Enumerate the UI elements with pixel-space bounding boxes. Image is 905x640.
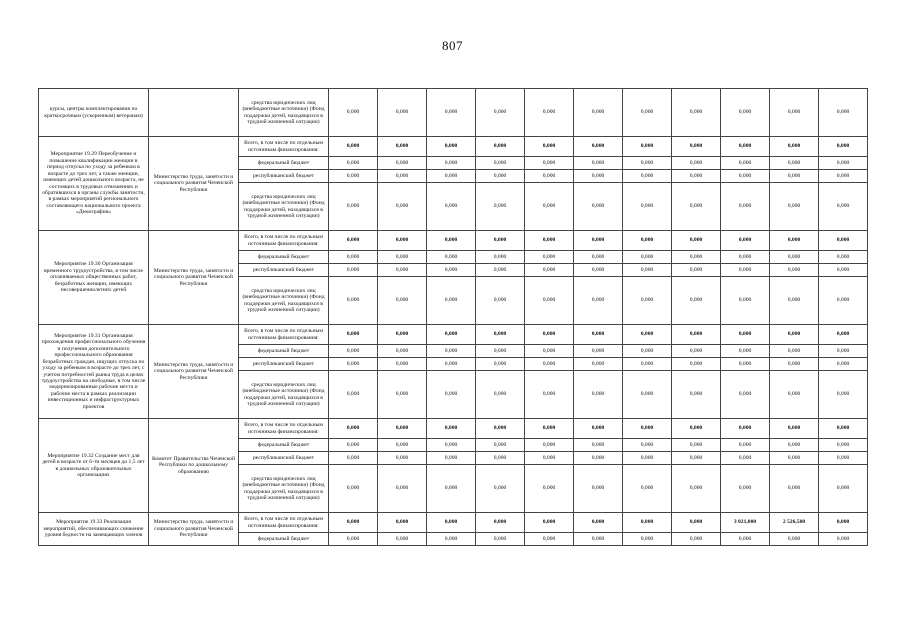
value-cell: 0,000 bbox=[721, 358, 770, 371]
value-cell: 0,000 bbox=[329, 533, 378, 546]
value-cell: 0,000 bbox=[574, 358, 623, 371]
value-cell: 0,000 bbox=[770, 183, 819, 231]
value-cell: 0,000 bbox=[721, 251, 770, 264]
value-cell: 0,000 bbox=[574, 264, 623, 277]
value-cell: 0,000 bbox=[427, 371, 476, 419]
value-cell: 0,000 bbox=[525, 277, 574, 325]
value-cell: 0,000 bbox=[476, 533, 525, 546]
value-cell: 0,000 bbox=[672, 419, 721, 439]
source-cell: федеральный бюджет bbox=[239, 157, 329, 170]
table-row bbox=[39, 419, 868, 439]
table-row bbox=[39, 325, 868, 345]
value-cell: 0,000 bbox=[476, 231, 525, 251]
value-cell: 0,000 bbox=[427, 452, 476, 465]
value-cell: 0,000 bbox=[574, 419, 623, 439]
source-cell: республиканский бюджет bbox=[239, 264, 329, 277]
value-cell: 0,000 bbox=[819, 513, 868, 533]
value-cell: 0,000 bbox=[819, 277, 868, 325]
org-cell: Комитет Правительства Чеченской Республики по дошкольному образованию bbox=[149, 419, 239, 513]
value-cell: 0,000 bbox=[427, 157, 476, 170]
value-cell: 0,000 bbox=[378, 277, 427, 325]
value-cell: 0,000 bbox=[819, 452, 868, 465]
value-cell: 0,000 bbox=[721, 157, 770, 170]
value-cell: 0,000 bbox=[770, 439, 819, 452]
value-cell: 0,000 bbox=[378, 89, 427, 137]
value-cell: 0,000 bbox=[721, 170, 770, 183]
value-cell: 0,000 bbox=[525, 183, 574, 231]
value-cell: 0,000 bbox=[672, 231, 721, 251]
value-cell: 0,000 bbox=[427, 439, 476, 452]
value-cell: 0,000 bbox=[623, 419, 672, 439]
value-cell: 0,000 bbox=[672, 170, 721, 183]
value-cell: 0,000 bbox=[574, 277, 623, 325]
value-cell: 0,000 bbox=[623, 513, 672, 533]
value-cell: 0,000 bbox=[770, 345, 819, 358]
value-cell: 0,000 bbox=[525, 452, 574, 465]
value-cell: 0,000 bbox=[427, 419, 476, 439]
value-cell: 0,000 bbox=[672, 533, 721, 546]
org-cell: Министерство труда, занятости и социального развития Чеченской Республики bbox=[149, 513, 239, 546]
value-cell: 0,000 bbox=[623, 345, 672, 358]
table-row bbox=[39, 137, 868, 157]
value-cell: 0,000 bbox=[623, 277, 672, 325]
value-cell: 0,000 bbox=[623, 183, 672, 231]
value-cell: 0,000 bbox=[819, 325, 868, 345]
value-cell: 0,000 bbox=[672, 264, 721, 277]
value-cell: 0,000 bbox=[427, 465, 476, 513]
value-cell: 0,000 bbox=[623, 251, 672, 264]
value-cell: 0,000 bbox=[770, 231, 819, 251]
value-cell: 0,000 bbox=[378, 251, 427, 264]
value-cell: 0,000 bbox=[721, 465, 770, 513]
value-cell: 0,000 bbox=[574, 89, 623, 137]
value-cell: 0,000 bbox=[427, 358, 476, 371]
value-cell: 0,000 bbox=[329, 264, 378, 277]
table-row bbox=[39, 231, 868, 251]
source-cell: средства юридических лиц (внебюджетные источники) (Фонд поддержки детей, находящихся в трудной жизненной ситуации) bbox=[239, 465, 329, 513]
value-cell: 0,000 bbox=[770, 89, 819, 137]
table-row bbox=[39, 89, 868, 137]
value-cell: 0,000 bbox=[574, 513, 623, 533]
source-cell: федеральный бюджет bbox=[239, 251, 329, 264]
value-cell: 0,000 bbox=[525, 465, 574, 513]
value-cell: 0,000 bbox=[476, 371, 525, 419]
event-cell: Мероприятие 19.32 Создание мест для детей в возрасте от 6-ти месяцев до 1,5 лет в дошкольных образовательных организациях bbox=[39, 419, 149, 513]
value-cell: 0,000 bbox=[623, 533, 672, 546]
value-cell: 0,000 bbox=[623, 170, 672, 183]
value-cell: 0,000 bbox=[525, 137, 574, 157]
source-cell: Всего, в том числе по отдельным источникам финансирования: bbox=[239, 419, 329, 439]
org-cell: Министерство труда, занятости и социального развития Чеченской Республики bbox=[149, 137, 239, 231]
value-cell: 0,000 bbox=[721, 325, 770, 345]
value-cell: 0,000 bbox=[574, 325, 623, 345]
value-cell: 0,000 bbox=[329, 231, 378, 251]
value-cell: 0,000 bbox=[525, 157, 574, 170]
value-cell: 0,000 bbox=[770, 137, 819, 157]
event-cell: Мероприятие 19.30 Организация временного трудоустройства, в том числе оплачиваемых общественных работ, безработных женщин, имеющих несовершеннолетних детей bbox=[39, 231, 149, 325]
value-cell: 0,000 bbox=[476, 183, 525, 231]
value-cell: 0,000 bbox=[378, 157, 427, 170]
value-cell: 0,000 bbox=[525, 264, 574, 277]
org-cell bbox=[149, 89, 239, 137]
value-cell: 0,000 bbox=[525, 439, 574, 452]
value-cell: 0,000 bbox=[525, 371, 574, 419]
value-cell: 0,000 bbox=[476, 251, 525, 264]
value-cell: 0,000 bbox=[329, 439, 378, 452]
value-cell: 0,000 bbox=[525, 170, 574, 183]
value-cell: 0,000 bbox=[427, 325, 476, 345]
value-cell: 0,000 bbox=[574, 170, 623, 183]
event-cell: Мероприятие 19.31 Организация прохождения профессионального обучения и получения дополнительного профессионального образования безработных граждан, ищущих отпуска по уходу за ребенком в возрасте до трех лет, с учетом потребностей рынка труда в целях трудоустройства на свободные, в том числе модернизированные рабочие места и рабочие места в рамках реализации инвестиционных и инфраструктурных проектов bbox=[39, 325, 149, 419]
source-cell: федеральный бюджет bbox=[239, 439, 329, 452]
value-cell: 0,000 bbox=[427, 183, 476, 231]
value-cell: 0,000 bbox=[427, 513, 476, 533]
value-cell: 0,000 bbox=[329, 345, 378, 358]
value-cell: 0,000 bbox=[770, 325, 819, 345]
value-cell: 0,000 bbox=[427, 345, 476, 358]
value-cell: 0,000 bbox=[378, 513, 427, 533]
value-cell: 0,000 bbox=[476, 264, 525, 277]
value-cell: 0,000 bbox=[329, 358, 378, 371]
table-row bbox=[39, 513, 868, 533]
value-cell: 0,000 bbox=[476, 452, 525, 465]
value-cell: 0,000 bbox=[574, 251, 623, 264]
value-cell: 0,000 bbox=[329, 513, 378, 533]
value-cell: 0,000 bbox=[623, 157, 672, 170]
value-cell: 0,000 bbox=[476, 325, 525, 345]
value-cell: 0,000 bbox=[378, 358, 427, 371]
source-cell: федеральный бюджет bbox=[239, 345, 329, 358]
value-cell: 0,000 bbox=[525, 231, 574, 251]
value-cell: 2 526,500 bbox=[770, 513, 819, 533]
value-cell: 0,000 bbox=[672, 465, 721, 513]
value-cell: 0,000 bbox=[819, 419, 868, 439]
value-cell: 0,000 bbox=[721, 452, 770, 465]
financing-table bbox=[38, 88, 868, 546]
value-cell: 0,000 bbox=[427, 231, 476, 251]
value-cell: 0,000 bbox=[574, 137, 623, 157]
event-cell: курсы, центры комплектирования по краткосрочным (ускоренным) ветеранам) bbox=[39, 89, 149, 137]
value-cell: 0,000 bbox=[427, 170, 476, 183]
value-cell: 0,000 bbox=[721, 89, 770, 137]
source-cell: федеральный бюджет bbox=[239, 533, 329, 546]
event-cell: Мероприятие 19.29 Переобучение и повышение квалификации женщин в период отпуска по уходу за ребенком в возрасте до трех лет, а также женщин, имеющих детей дошкольного возраста, не состоящих в трудовых отношениях и обратившихся в органы службы занятости, в рамках мероприятий регионального составляющего национального проекта «Демография» bbox=[39, 137, 149, 231]
value-cell: 0,000 bbox=[770, 419, 819, 439]
value-cell: 0,000 bbox=[378, 231, 427, 251]
value-cell: 0,000 bbox=[770, 251, 819, 264]
value-cell: 0,000 bbox=[819, 358, 868, 371]
value-cell: 0,000 bbox=[329, 89, 378, 137]
page-number: 807 bbox=[442, 38, 463, 53]
value-cell: 0,000 bbox=[819, 89, 868, 137]
value-cell: 0,000 bbox=[623, 137, 672, 157]
value-cell: 0,000 bbox=[672, 371, 721, 419]
value-cell: 0,000 bbox=[476, 89, 525, 137]
value-cell: 0,000 bbox=[574, 183, 623, 231]
value-cell: 0,000 bbox=[819, 465, 868, 513]
value-cell: 0,000 bbox=[476, 277, 525, 325]
value-cell: 0,000 bbox=[721, 419, 770, 439]
value-cell: 0,000 bbox=[427, 533, 476, 546]
value-cell: 0,000 bbox=[329, 325, 378, 345]
value-cell: 0,000 bbox=[770, 157, 819, 170]
value-cell: 0,000 bbox=[476, 170, 525, 183]
value-cell: 0,000 bbox=[770, 170, 819, 183]
value-cell: 0,000 bbox=[574, 465, 623, 513]
value-cell: 0,000 bbox=[721, 345, 770, 358]
source-cell: Всего, в том числе по отдельным источникам финансирования: bbox=[239, 325, 329, 345]
value-cell: 0,000 bbox=[525, 345, 574, 358]
source-cell: средства юридических лиц (внебюджетные источники) (Фонд поддержки детей, находящихся в трудной жизненной ситуации) bbox=[239, 277, 329, 325]
value-cell: 0,000 bbox=[525, 419, 574, 439]
source-cell: Всего, в том числе по отдельным источникам финансирования: bbox=[239, 231, 329, 251]
value-cell: 0,000 bbox=[721, 231, 770, 251]
source-cell: средства юридических лиц (внебюджетные источники) (Фонд поддержки детей, находящихся в трудной жизненной ситуации) bbox=[239, 371, 329, 419]
org-cell: Министерство труда, занятости и социального развития Чеченской Республики bbox=[149, 231, 239, 325]
value-cell: 0,000 bbox=[329, 277, 378, 325]
source-cell: средства юридических лиц (внебюджетные источники) (Фонд поддержки детей, находящихся в трудной жизненной ситуации) bbox=[239, 183, 329, 231]
value-cell: 0,000 bbox=[819, 157, 868, 170]
value-cell: 0,000 bbox=[476, 439, 525, 452]
value-cell: 0,000 bbox=[623, 452, 672, 465]
value-cell: 0,000 bbox=[574, 439, 623, 452]
value-cell: 0,000 bbox=[819, 439, 868, 452]
value-cell: 0,000 bbox=[672, 137, 721, 157]
value-cell: 0,000 bbox=[525, 251, 574, 264]
value-cell: 0,000 bbox=[672, 89, 721, 137]
source-cell: Всего, в том числе по отдельным источникам финансирования: bbox=[239, 513, 329, 533]
source-cell: республиканский бюджет bbox=[239, 358, 329, 371]
value-cell: 0,000 bbox=[378, 419, 427, 439]
value-cell: 0,000 bbox=[574, 231, 623, 251]
value-cell: 0,000 bbox=[329, 137, 378, 157]
source-cell: республиканский бюджет bbox=[239, 170, 329, 183]
value-cell: 0,000 bbox=[770, 533, 819, 546]
value-cell: 0,000 bbox=[378, 183, 427, 231]
value-cell: 0,000 bbox=[672, 358, 721, 371]
value-cell: 0,000 bbox=[574, 371, 623, 419]
value-cell: 0,000 bbox=[672, 251, 721, 264]
org-cell: Министерство труда, занятости и социального развития Чеченской Республики bbox=[149, 325, 239, 419]
value-cell: 0,000 bbox=[623, 325, 672, 345]
value-cell: 0,000 bbox=[476, 157, 525, 170]
value-cell: 0,000 bbox=[721, 264, 770, 277]
source-cell: средства юридических лиц (внебюджетные источники) (Фонд поддержки детей, находящихся в трудной жизненной ситуации) bbox=[239, 89, 329, 137]
value-cell: 0,000 bbox=[378, 345, 427, 358]
value-cell: 0,000 bbox=[329, 465, 378, 513]
value-cell: 0,000 bbox=[623, 439, 672, 452]
value-cell: 0,000 bbox=[672, 345, 721, 358]
value-cell: 0,000 bbox=[623, 358, 672, 371]
value-cell: 0,000 bbox=[476, 137, 525, 157]
value-cell: 0,000 bbox=[770, 465, 819, 513]
value-cell: 0,000 bbox=[770, 371, 819, 419]
value-cell: 0,000 bbox=[329, 170, 378, 183]
value-cell: 0,000 bbox=[427, 277, 476, 325]
value-cell: 0,000 bbox=[721, 277, 770, 325]
value-cell: 0,000 bbox=[721, 137, 770, 157]
value-cell: 0,000 bbox=[574, 345, 623, 358]
value-cell: 0,000 bbox=[721, 439, 770, 452]
value-cell: 0,000 bbox=[819, 345, 868, 358]
value-cell: 0,000 bbox=[672, 439, 721, 452]
value-cell: 0,000 bbox=[378, 439, 427, 452]
value-cell: 0,000 bbox=[574, 452, 623, 465]
source-cell: республиканский бюджет bbox=[239, 452, 329, 465]
value-cell: 0,000 bbox=[721, 183, 770, 231]
value-cell: 0,000 bbox=[574, 157, 623, 170]
value-cell: 0,000 bbox=[623, 231, 672, 251]
value-cell: 0,000 bbox=[819, 231, 868, 251]
value-cell: 0,000 bbox=[476, 513, 525, 533]
value-cell: 0,000 bbox=[329, 452, 378, 465]
value-cell: 0,000 bbox=[574, 533, 623, 546]
value-cell: 0,000 bbox=[329, 183, 378, 231]
value-cell: 0,000 bbox=[476, 465, 525, 513]
value-cell: 0,000 bbox=[378, 137, 427, 157]
value-cell: 0,000 bbox=[427, 137, 476, 157]
value-cell: 0,000 bbox=[427, 251, 476, 264]
value-cell: 0,000 bbox=[819, 533, 868, 546]
value-cell: 0,000 bbox=[819, 251, 868, 264]
value-cell: 0,000 bbox=[721, 371, 770, 419]
value-cell: 0,000 bbox=[672, 452, 721, 465]
value-cell: 0,000 bbox=[623, 264, 672, 277]
value-cell: 0,000 bbox=[378, 264, 427, 277]
value-cell: 0,000 bbox=[329, 157, 378, 170]
value-cell: 0,000 bbox=[770, 277, 819, 325]
value-cell: 0,000 bbox=[819, 137, 868, 157]
value-cell: 0,000 bbox=[427, 264, 476, 277]
value-cell: 0,000 bbox=[525, 89, 574, 137]
value-cell: 0,000 bbox=[525, 533, 574, 546]
value-cell: 0,000 bbox=[623, 465, 672, 513]
value-cell: 0,000 bbox=[476, 358, 525, 371]
value-cell: 0,000 bbox=[427, 89, 476, 137]
value-cell: 0,000 bbox=[819, 371, 868, 419]
value-cell: 0,000 bbox=[329, 419, 378, 439]
value-cell: 0,000 bbox=[476, 345, 525, 358]
value-cell: 0,000 bbox=[672, 513, 721, 533]
value-cell: 0,000 bbox=[623, 89, 672, 137]
value-cell: 0,000 bbox=[378, 452, 427, 465]
value-cell: 0,000 bbox=[378, 465, 427, 513]
value-cell: 0,000 bbox=[378, 170, 427, 183]
value-cell: 0,000 bbox=[770, 358, 819, 371]
value-cell: 0,000 bbox=[329, 371, 378, 419]
value-cell: 0,000 bbox=[672, 277, 721, 325]
value-cell: 0,000 bbox=[770, 452, 819, 465]
value-cell: 0,000 bbox=[378, 371, 427, 419]
event-cell: Мероприятие 19.33 Реализация мероприятий, обеспечивающих снижение уровня бедности на замещающих членов bbox=[39, 513, 149, 546]
value-cell: 3 021,000 bbox=[721, 513, 770, 533]
value-cell: 0,000 bbox=[525, 358, 574, 371]
value-cell: 0,000 bbox=[476, 419, 525, 439]
value-cell: 0,000 bbox=[525, 513, 574, 533]
value-cell: 0,000 bbox=[819, 264, 868, 277]
value-cell: 0,000 bbox=[819, 170, 868, 183]
value-cell: 0,000 bbox=[672, 325, 721, 345]
value-cell: 0,000 bbox=[378, 533, 427, 546]
value-cell: 0,000 bbox=[378, 325, 427, 345]
value-cell: 0,000 bbox=[672, 157, 721, 170]
value-cell: 0,000 bbox=[672, 183, 721, 231]
source-cell: Всего, в том числе по отдельным источникам финансирования: bbox=[239, 137, 329, 157]
value-cell: 0,000 bbox=[329, 251, 378, 264]
value-cell: 0,000 bbox=[525, 325, 574, 345]
value-cell: 0,000 bbox=[623, 371, 672, 419]
value-cell: 0,000 bbox=[721, 533, 770, 546]
value-cell: 0,000 bbox=[770, 264, 819, 277]
value-cell: 0,000 bbox=[819, 183, 868, 231]
